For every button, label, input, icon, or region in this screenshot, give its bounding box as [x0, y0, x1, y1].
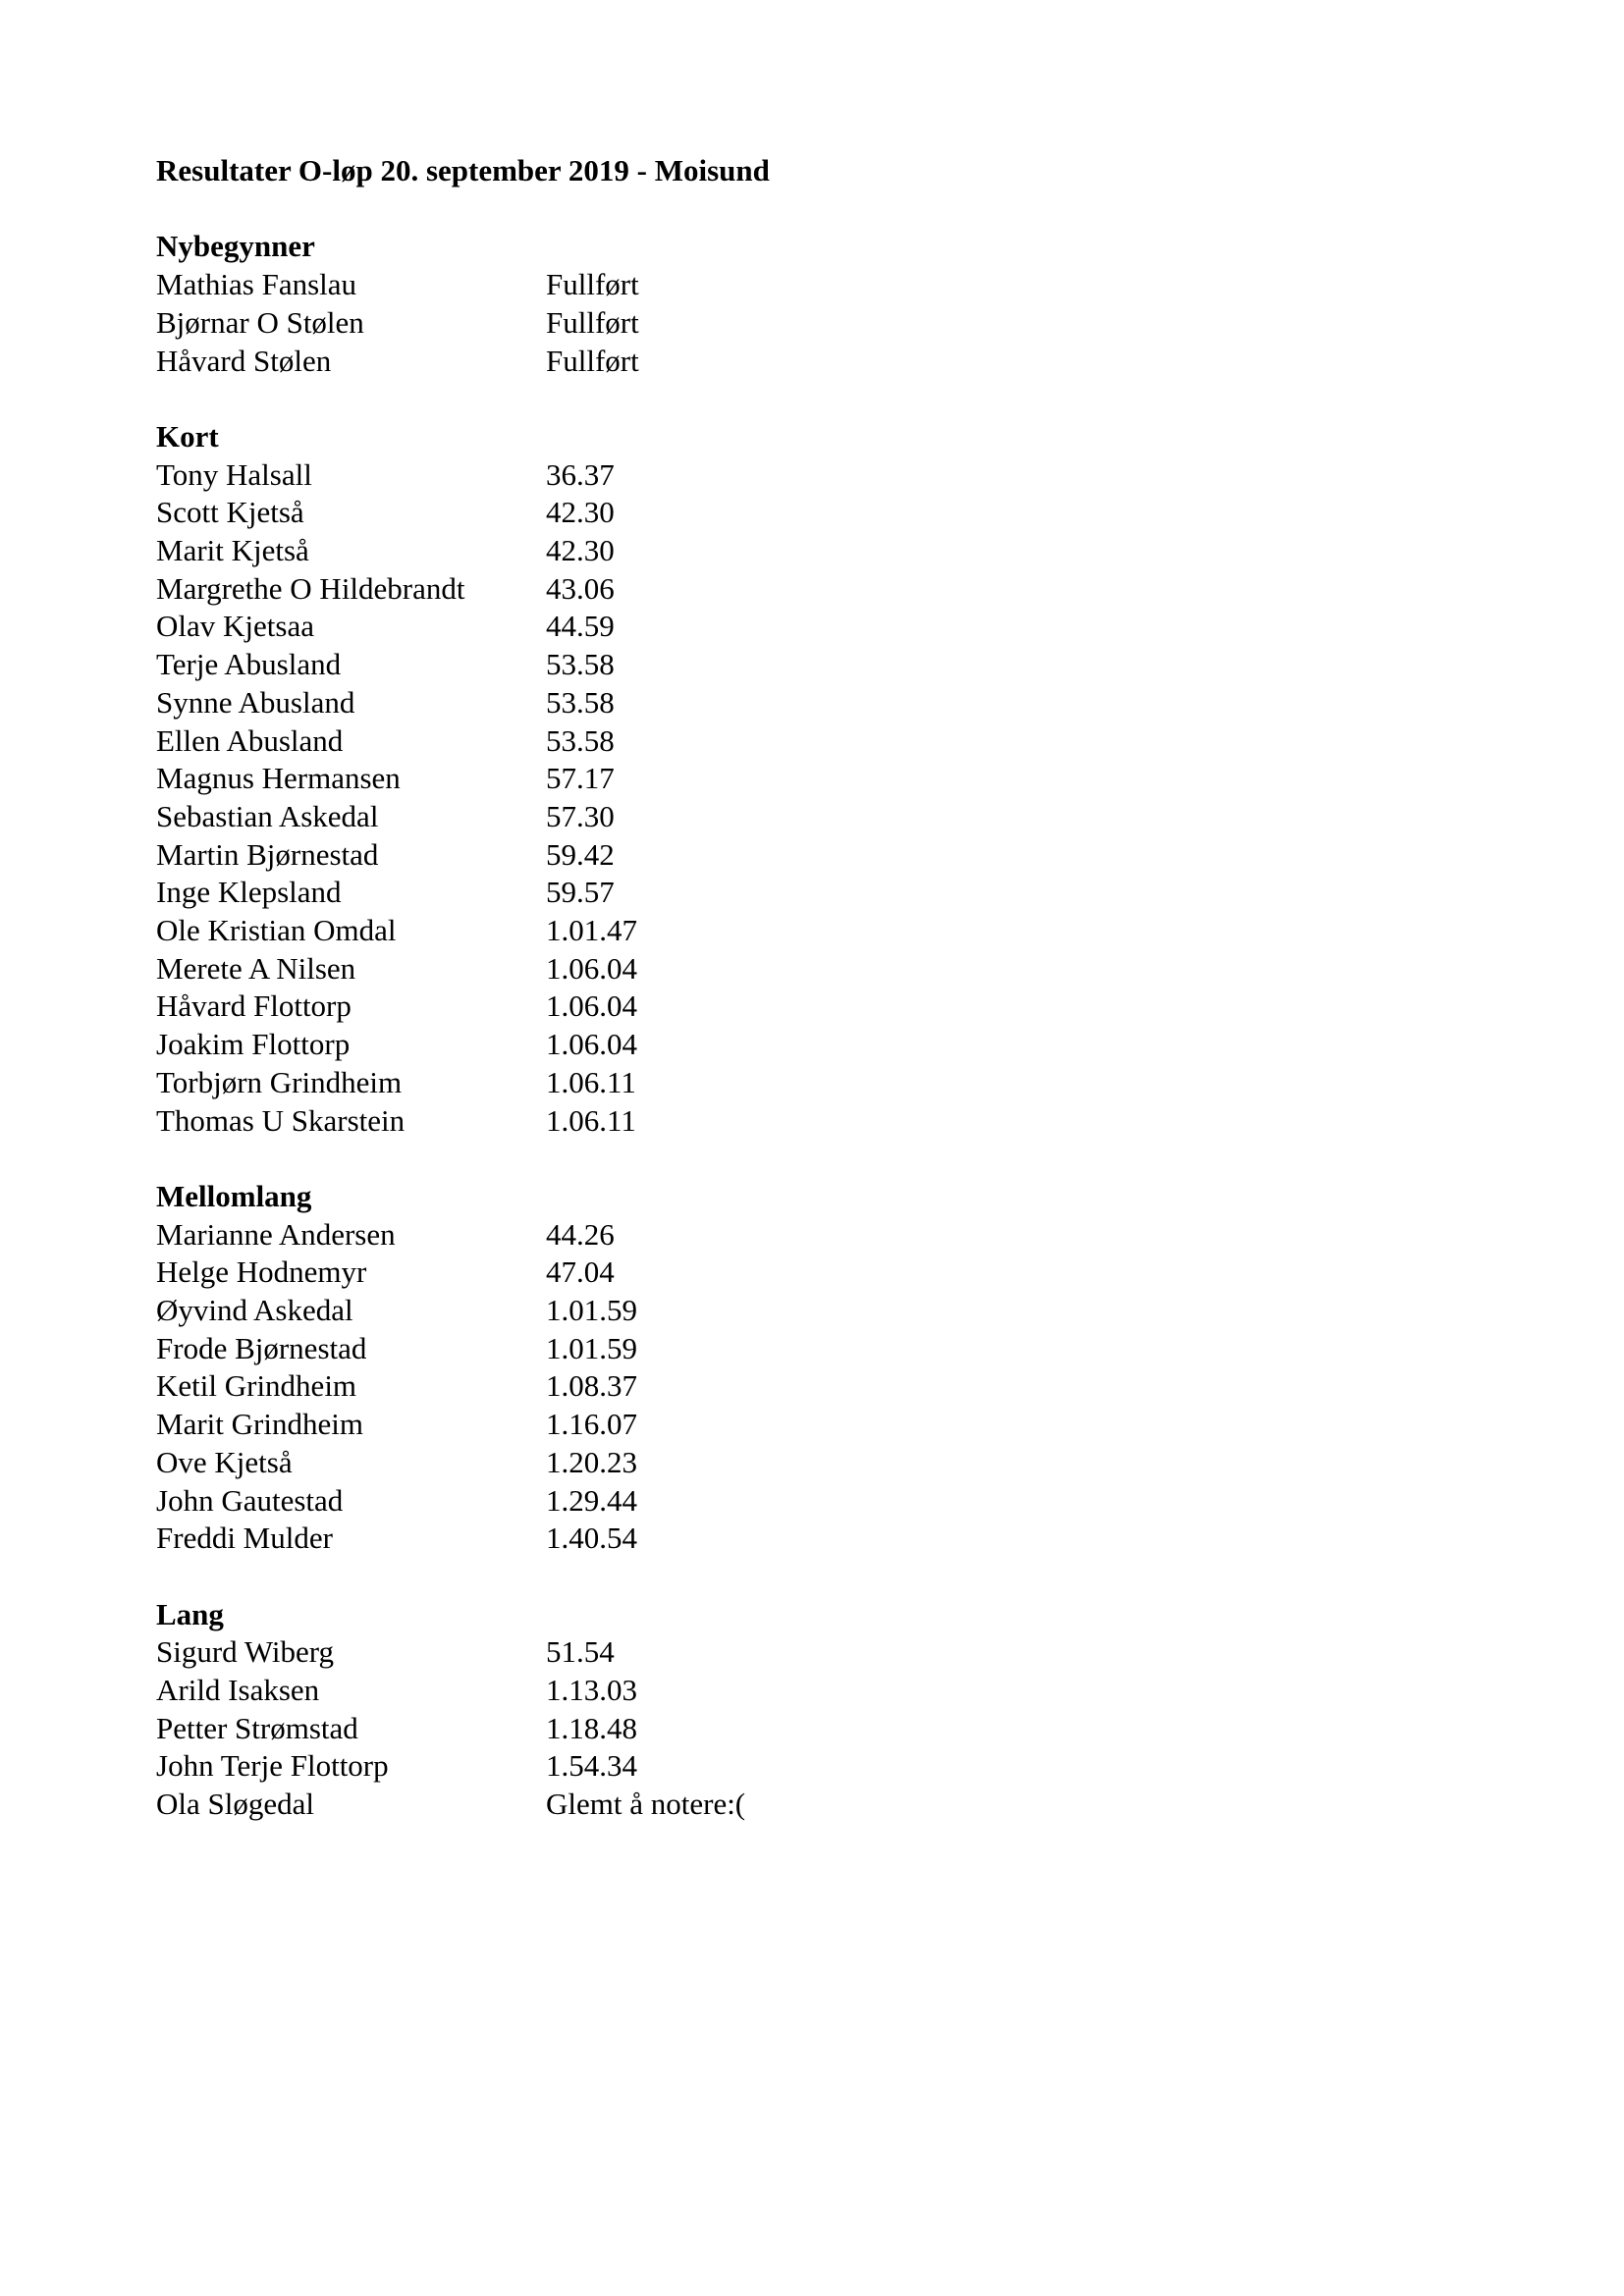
result-row: [156, 1710, 1433, 1748]
result-row: [156, 684, 1433, 722]
participant-result: 1.54.34: [546, 1748, 637, 1784]
participant-result: 1.08.37: [546, 1368, 637, 1404]
result-row: [156, 494, 1433, 532]
participant-result: 1.13.03: [546, 1673, 637, 1708]
participant-name: Terje Abusland: [156, 647, 342, 682]
participant-name: Ole Kristian Omdal: [156, 913, 397, 948]
participant-name: John Gautestad: [156, 1482, 344, 1518]
participant-name: Martin Bjørnestad: [156, 836, 379, 872]
participant-name: Bjørnar O Stølen: [156, 304, 364, 340]
participant-result: 1.06.11: [546, 1064, 636, 1099]
participant-result: 1.01.47: [546, 913, 637, 948]
participant-name: Helge Hodnemyr: [156, 1255, 367, 1290]
participant-result: 1.18.48: [546, 1710, 637, 1745]
participant-name: Mathias Fanslau: [156, 267, 357, 302]
result-row: [156, 1444, 1433, 1482]
participant-result: Glemt å notere:(: [546, 1787, 746, 1822]
participant-result: 1.20.23: [546, 1444, 637, 1479]
result-row: [156, 1747, 1433, 1786]
result-row: [156, 1633, 1433, 1672]
result-row: [156, 1102, 1433, 1141]
result-row: [156, 1520, 1433, 1558]
result-row: [156, 1367, 1433, 1406]
results-section: [156, 228, 1433, 380]
participant-name: Joakim Flottorp: [156, 1027, 351, 1062]
participant-result: 57.17: [546, 761, 615, 796]
participant-result: 42.30: [546, 533, 615, 567]
participant-result: 44.26: [546, 1216, 615, 1252]
participant-result: Fullført: [546, 267, 639, 302]
result-row: [156, 1330, 1433, 1368]
participant-name: Torbjørn Grindheim: [156, 1064, 403, 1099]
result-row: [156, 608, 1433, 646]
result-row: [156, 570, 1433, 609]
result-row: [156, 836, 1433, 875]
participant-name: Arild Isaksen: [156, 1673, 320, 1708]
result-row: [156, 1482, 1433, 1521]
participant-result: 1.06.04: [546, 1027, 637, 1062]
result-row: [156, 722, 1433, 761]
participant-result: 42.30: [546, 495, 615, 530]
result-row: [156, 343, 1433, 381]
result-row: [156, 304, 1433, 343]
participant-result: Fullført: [546, 343, 639, 378]
participant-name: Inge Klepsland: [156, 875, 342, 910]
participant-name: Freddi Mulder: [156, 1521, 333, 1556]
result-row: [156, 1786, 1433, 1824]
participant-result: 36.37: [546, 456, 615, 492]
result-row: [156, 874, 1433, 912]
result-row: [156, 646, 1433, 684]
participant-name: Petter Strømstad: [156, 1710, 358, 1745]
participant-result: 57.30: [546, 798, 615, 833]
participant-result: 53.58: [546, 722, 615, 758]
participant-name: Ola Sløgedal: [156, 1787, 314, 1822]
participant-result: 59.57: [546, 875, 615, 910]
participant-name: Marianne Andersen: [156, 1216, 396, 1252]
result-row: [156, 950, 1433, 988]
document-title: Resultater O-løp 20. september 2019 - Moisund: [156, 153, 770, 187]
participant-name: Tony Halsall: [156, 456, 312, 492]
results-section: [156, 418, 1433, 1140]
result-row: [156, 1292, 1433, 1330]
participant-result: 59.42: [546, 836, 615, 872]
participant-name: Scott Kjetså: [156, 495, 304, 530]
result-row: [156, 1216, 1433, 1255]
participant-name: Ketil Grindheim: [156, 1368, 357, 1404]
participant-name: John Terje Flottorp: [156, 1748, 389, 1784]
result-row: [156, 266, 1433, 304]
participant-result: 43.06: [546, 570, 615, 606]
participant-name: Håvard Flottorp: [156, 988, 352, 1024]
result-row: [156, 1254, 1433, 1292]
participant-name: Øyvind Askedal: [156, 1293, 353, 1328]
document-page: [156, 152, 1433, 1824]
participant-name: Sebastian Askedal: [156, 798, 379, 833]
result-row: [156, 1406, 1433, 1444]
participant-name: Synne Abusland: [156, 684, 355, 720]
participant-name: Marit Kjetså: [156, 533, 309, 567]
section-heading: Lang: [156, 1596, 224, 1631]
participant-result: 51.54: [546, 1634, 615, 1670]
participant-name: Olav Kjetsaa: [156, 609, 314, 644]
participant-result: 1.01.59: [546, 1330, 637, 1365]
participant-result: 47.04: [546, 1255, 615, 1290]
participant-name: Thomas U Skarstein: [156, 1102, 406, 1138]
participant-result: 53.58: [546, 647, 615, 682]
result-row: [156, 798, 1433, 836]
results-sections: [156, 228, 1433, 1823]
result-row: [156, 912, 1433, 950]
result-row: [156, 532, 1433, 570]
participant-name: Merete A Nilsen: [156, 950, 356, 986]
result-row: [156, 1026, 1433, 1064]
result-row: [156, 988, 1433, 1026]
participant-name: Magnus Hermansen: [156, 761, 401, 796]
section-heading: Kort: [156, 418, 219, 454]
participant-name: Marit Grindheim: [156, 1407, 363, 1442]
participant-name: Ellen Abusland: [156, 722, 344, 758]
participant-result: 1.29.44: [546, 1482, 637, 1518]
results-section: [156, 1596, 1433, 1824]
participant-result: 1.16.07: [546, 1407, 637, 1442]
participant-result: Fullført: [546, 304, 639, 340]
participant-name: Håvard Stølen: [156, 343, 332, 378]
participant-result: 1.40.54: [546, 1521, 637, 1556]
participant-name: Margrethe O Hildebrandt: [156, 570, 465, 606]
participant-name: Sigurd Wiberg: [156, 1634, 335, 1670]
participant-result: 1.01.59: [546, 1293, 637, 1328]
participant-name: Ove Kjetså: [156, 1444, 293, 1479]
participant-result: 1.06.04: [546, 988, 637, 1024]
section-heading: Nybegynner: [156, 229, 315, 264]
results-section: [156, 1178, 1433, 1558]
participant-result: 1.06.04: [546, 950, 637, 986]
section-heading: Mellomlang: [156, 1178, 312, 1213]
participant-result: 53.58: [546, 684, 615, 720]
result-row: [156, 1064, 1433, 1102]
participant-name: Frode Bjørnestad: [156, 1330, 367, 1365]
participant-result: 1.06.11: [546, 1102, 636, 1138]
result-row: [156, 456, 1433, 495]
result-row: [156, 1672, 1433, 1710]
result-row: [156, 760, 1433, 798]
participant-result: 44.59: [546, 609, 615, 644]
